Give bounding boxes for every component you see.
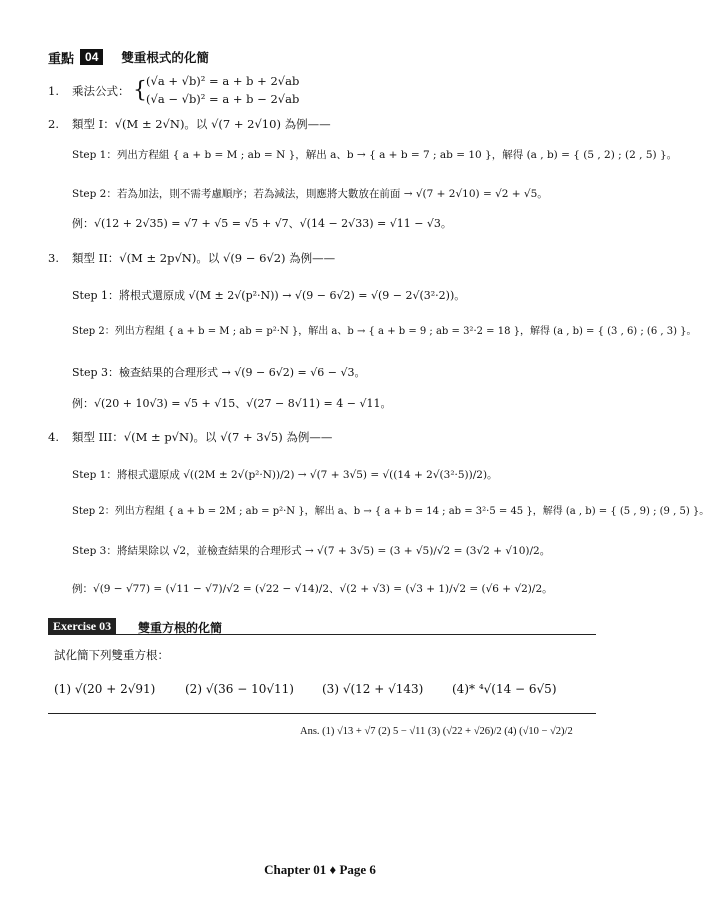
exercise-header: [48, 618, 596, 635]
section-label: 重點: [48, 51, 75, 67]
answers: Ans. (1) √13 + √7 (2) 5 − √11 (3) (√22 + √26)/2 (4) (√10 − √2)/2: [300, 726, 573, 737]
item-2-step-2: Step 2：若為加法，則不需考慮順序；若為減法，則應將大數放在前面 → √(7 + 2√10) = √2 + √5。: [72, 188, 548, 200]
section-title: 雙重根式的化簡: [121, 50, 209, 65]
item-3-title: 類型 II：√(M ± 2p√N)。以 √(9 − 6√2) 為例——: [72, 251, 336, 265]
item-4-number: 4.: [48, 430, 59, 444]
item-1-number: 1.: [48, 84, 59, 98]
item-1-label: 乘法公式：: [72, 84, 130, 98]
problem-2: (2) √(36 − 10√11): [185, 682, 294, 696]
item-3-step-3: Step 3：檢查結果的合理形式 → √(9 − 6√2) = √6 − √3。: [72, 366, 366, 379]
exercise-prompt: 試化簡下列雙重方根：: [54, 648, 169, 662]
problem-4: (4)* ⁴√(14 − 6√5): [452, 682, 557, 696]
item-4-step-1: Step 1：將根式還原成 √((2M ± 2√(p²·N))/2) → √(7 + 3√5) = √((14 + 2√(3²·5))/2)。: [72, 469, 498, 481]
divider: [48, 713, 596, 714]
item-3-step-1: Step 1：將根式還原成 √(M ± 2√(p²·N)) → √(9 − 6√2) = √(9 − 2√(3²·2))。: [72, 289, 466, 302]
item-4-step-3: Step 3：將結果除以 √2，並檢查結果的合理形式 → √(7 + 3√5) = (3 + √5)/√2 = (3√2 + √10)/2。: [72, 545, 551, 557]
problem-3: (3) √(12 + √143): [322, 682, 424, 696]
item-1-formula-1: (√a + √b)² = a + b + 2√ab: [146, 74, 300, 88]
brace-icon: {: [133, 78, 147, 103]
item-2-step-1: Step 1：列出方程組 { a + b = M ; ab = N }，解出 a、b → { a + b = 7 ; ab = 10 }，解得 (a , b) = { (5 , 2) ; (2 , 5) }。: [72, 149, 678, 161]
section-header: [48, 48, 209, 66]
section-number-badge: 04: [80, 49, 103, 65]
page-footer: Chapter 01 ♦ Page 6: [264, 862, 376, 877]
exercise-title: 雙重方根的化簡: [138, 621, 223, 635]
problem-1: (1) √(20 + 2√91): [54, 682, 156, 696]
item-1-formula-2: (√a − √b)² = a + b − 2√ab: [146, 92, 300, 106]
exercise-badge: Exercise 03: [48, 618, 116, 635]
item-2-example: 例：√(12 + 2√35) = √7 + √5 = √5 + √7、√(14 − 2√33) = √11 − √3。: [72, 217, 452, 230]
item-3-example: 例：√(20 + 10√3) = √5 + √15、√(27 − 8√11) = 4 − √11。: [72, 397, 392, 410]
item-4-step-2: Step 2：列出方程組 { a + b = 2M ; ab = p²·N }，解出 a、b → { a + b = 14 ; ab = 3²·5 = 45 }，解得 (a , b) = { (5 , 9) ; (9 , 5) }。: [72, 506, 709, 517]
item-4-title: 類型 III：√(M ± p√N)。以 √(7 + 3√5) 為例——: [72, 430, 333, 444]
item-2-number: 2.: [48, 117, 59, 131]
item-3-step-2: Step 2：列出方程組 { a + b = M ; ab = p²·N }，解出 a、b → { a + b = 9 ; ab = 3²·2 = 18 }，解得 (a , b) = { (3 , 6) ; (6 , 3) }。: [72, 326, 697, 337]
item-4-example: 例：√(9 − √77) = (√11 − √7)/√2 = (√22 − √14)/2、√(2 + √3) = (√3 + 1)/√2 = (√6 + √2)/2。: [72, 583, 553, 595]
item-2-title: 類型 I：√(M ± 2√N)。以 √(7 + 2√10) 為例——: [72, 117, 331, 131]
item-3-number: 3.: [48, 251, 59, 265]
